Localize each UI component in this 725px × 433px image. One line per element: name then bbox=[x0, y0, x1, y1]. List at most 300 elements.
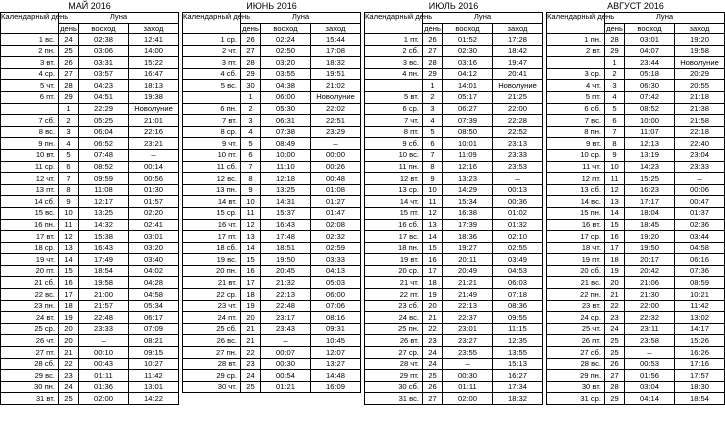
moon-calendar-table bbox=[182, 0, 361, 393]
lunar-day: 25 bbox=[59, 393, 79, 405]
moonrise-time: 20:45 bbox=[261, 265, 311, 277]
lunar-day: 26 bbox=[423, 34, 443, 46]
moonrise-time: 18:45 bbox=[625, 219, 675, 231]
table-row bbox=[183, 91, 361, 103]
calendar-day: 30 вт. bbox=[547, 381, 605, 393]
moonset-time: 07:06 bbox=[311, 300, 361, 312]
moonrise-time: 16:43 bbox=[79, 242, 129, 254]
lunar-day: 21 bbox=[423, 312, 443, 324]
moonrise-time: 22:13 bbox=[443, 300, 493, 312]
calendar-day: 14 сб. bbox=[1, 196, 59, 208]
moonset-time: 07:18 bbox=[493, 289, 543, 301]
calendar-day: 21 вт. bbox=[183, 277, 241, 289]
calendar-day: 4 чт. bbox=[547, 80, 605, 92]
lunar-day: 28 bbox=[241, 57, 261, 69]
moonset-time: 00:36 bbox=[493, 196, 543, 208]
calendar-day: 15 пн. bbox=[547, 207, 605, 219]
table-row bbox=[1, 277, 179, 289]
moonrise-time: 14:01 bbox=[443, 80, 493, 92]
lunar-day: 7 bbox=[423, 149, 443, 161]
moonrise-time: 06:27 bbox=[443, 103, 493, 115]
moonset-time: 04:58 bbox=[675, 242, 725, 254]
month-title: ИЮНЬ 2016 bbox=[183, 0, 361, 13]
moonrise-time: 02:24 bbox=[261, 34, 311, 46]
table-row bbox=[183, 184, 361, 196]
moonrise-time: 22:29 bbox=[79, 103, 129, 115]
moonset-header: заход bbox=[129, 24, 179, 34]
lunar-day: 11 bbox=[241, 207, 261, 219]
moonrise-time: 16:23 bbox=[625, 184, 675, 196]
lunar-day: 9 bbox=[423, 173, 443, 185]
lunar-day: 18 bbox=[241, 289, 261, 301]
table-row bbox=[183, 347, 361, 359]
moonset-time: 17:08 bbox=[311, 45, 361, 57]
table-row bbox=[183, 207, 361, 219]
moonrise-time: 19:50 bbox=[261, 254, 311, 266]
calendar-day: 23 чт. bbox=[183, 300, 241, 312]
moonrise-time: 23:33 bbox=[79, 323, 129, 335]
calendar-day: 21 вс. bbox=[547, 277, 605, 289]
calendar-day: 30 пн. bbox=[1, 381, 59, 393]
moonrise-time: 17:49 bbox=[79, 254, 129, 266]
moonrise-time: 06:31 bbox=[261, 115, 311, 127]
table-row bbox=[547, 335, 725, 347]
month-title: МАЙ 2016 bbox=[1, 0, 179, 13]
lunar-day: 16 bbox=[423, 254, 443, 266]
lunar-day: 20 bbox=[241, 312, 261, 324]
lunar-day: 7 bbox=[241, 161, 261, 173]
lunar-day: 28 bbox=[605, 34, 625, 46]
moonset-time: 13:01 bbox=[129, 381, 179, 393]
moonset-time: 00:13 bbox=[493, 184, 543, 196]
moonrise-time: 00:30 bbox=[261, 358, 311, 370]
moonrise-time: 02:00 bbox=[79, 393, 129, 405]
moonrise-time: 23:17 bbox=[261, 312, 311, 324]
calendar-day: 6 сб. bbox=[547, 103, 605, 115]
table-row bbox=[183, 265, 361, 277]
table-row bbox=[547, 115, 725, 127]
calendar-day: 10 вт. bbox=[1, 149, 59, 161]
moonrise-time: 18:36 bbox=[443, 231, 493, 243]
calendar-day: 31 ср. bbox=[547, 393, 605, 405]
lunar-day: 26 bbox=[59, 57, 79, 69]
moonrise-time: 03:16 bbox=[443, 57, 493, 69]
lunar-day: 20 bbox=[59, 335, 79, 347]
moonset-time: 21:38 bbox=[675, 103, 725, 115]
month-title: АВГУСТ 2016 bbox=[547, 0, 725, 13]
lunar-day: 3 bbox=[241, 115, 261, 127]
moonrise-time: 01:11 bbox=[79, 370, 129, 382]
lunar-day: 18 bbox=[423, 277, 443, 289]
moonset-time: 02:10 bbox=[493, 231, 543, 243]
moonset-time: 23:04 bbox=[675, 149, 725, 161]
table-row bbox=[1, 68, 179, 80]
moonrise-time: 12:13 bbox=[625, 138, 675, 150]
moonrise-time: 07:39 bbox=[443, 115, 493, 127]
table-row bbox=[1, 393, 179, 405]
moonset-time: 00:56 bbox=[129, 173, 179, 185]
calendar-day: 26 чт. bbox=[1, 335, 59, 347]
lunar-day: 8 bbox=[241, 173, 261, 185]
table-row bbox=[183, 312, 361, 324]
moonrise-time: – bbox=[79, 335, 129, 347]
calendar-day: 9 пн. bbox=[1, 138, 59, 150]
calendar-day-header: Календарный день bbox=[365, 13, 423, 34]
moonrise-time: 19:20 bbox=[625, 231, 675, 243]
moonset-time: 18:30 bbox=[675, 381, 725, 393]
table-row bbox=[365, 57, 543, 69]
moonset-time: 14:17 bbox=[675, 323, 725, 335]
lunar-day: 1 bbox=[59, 103, 79, 115]
lunar-day: 5 bbox=[241, 138, 261, 150]
lunar-day-header: день bbox=[606, 23, 623, 33]
moonrise-time: 06:52 bbox=[79, 138, 129, 150]
lunar-day: 10 bbox=[605, 161, 625, 173]
moonrise-time: 03:31 bbox=[79, 57, 129, 69]
lunar-day: 23 bbox=[423, 335, 443, 347]
moonset-time: 15:22 bbox=[129, 57, 179, 69]
moonrise-time: 01:36 bbox=[79, 381, 129, 393]
moonset-time: Новолуние bbox=[129, 103, 179, 115]
moonrise-time: 12:17 bbox=[79, 196, 129, 208]
moonrise-time: 15:38 bbox=[79, 231, 129, 243]
moonset-time: – bbox=[493, 173, 543, 185]
lunar-day: 9 bbox=[59, 196, 79, 208]
calendar-day: 11 сб. bbox=[183, 161, 241, 173]
lunar-day: 3 bbox=[423, 103, 443, 115]
moonrise-time: 02:50 bbox=[261, 45, 311, 57]
table-row bbox=[365, 184, 543, 196]
calendar-day: 16 вт. bbox=[547, 219, 605, 231]
moonrise-time: 07:42 bbox=[625, 91, 675, 103]
moonrise-time: 14:31 bbox=[261, 196, 311, 208]
moonrise-time: 06:04 bbox=[79, 126, 129, 138]
moonrise-time: 02:30 bbox=[443, 45, 493, 57]
moonrise-time: 23:58 bbox=[625, 335, 675, 347]
calendar-day: 10 вс. bbox=[365, 149, 423, 161]
table-row bbox=[1, 80, 179, 92]
table-row bbox=[547, 196, 725, 208]
calendar-day: 25 пн. bbox=[365, 323, 423, 335]
lunar-day: 14 bbox=[241, 242, 261, 254]
table-row bbox=[183, 335, 361, 347]
moonrise-time: 22:13 bbox=[261, 289, 311, 301]
moonset-time: 16:26 bbox=[675, 347, 725, 359]
moonrise-time: 00:10 bbox=[79, 347, 129, 359]
calendar-day: 22 пн. bbox=[547, 289, 605, 301]
moonset-time: 05:03 bbox=[311, 277, 361, 289]
moon-calendar-table bbox=[0, 0, 179, 405]
moonset-time: 02:32 bbox=[311, 231, 361, 243]
calendar-day: 26 пт. bbox=[547, 335, 605, 347]
table-row bbox=[547, 207, 725, 219]
calendar-day bbox=[547, 57, 605, 69]
moonset-time: 01:02 bbox=[493, 207, 543, 219]
moonset-time: 04:28 bbox=[129, 277, 179, 289]
moonrise-time: 17:39 bbox=[443, 219, 493, 231]
month-table bbox=[182, 0, 360, 433]
moonset-time: 12:07 bbox=[311, 347, 361, 359]
lunar-day: 22 bbox=[59, 358, 79, 370]
moonset-time: 18:42 bbox=[493, 45, 543, 57]
table-row bbox=[183, 34, 361, 46]
lunar-day: 15 bbox=[605, 219, 625, 231]
calendar-day: 5 пт. bbox=[547, 91, 605, 103]
table-row bbox=[547, 68, 725, 80]
moonset-time: Новолуние bbox=[311, 91, 361, 103]
moonrise-time: 23:55 bbox=[443, 347, 493, 359]
table-row bbox=[365, 347, 543, 359]
table-row bbox=[365, 161, 543, 173]
calendar-day: 30 чт. bbox=[183, 381, 241, 393]
moon-header: Луна bbox=[59, 13, 179, 24]
calendar-day: 28 вт. bbox=[183, 358, 241, 370]
moonrise-time: 21:32 bbox=[261, 277, 311, 289]
calendar-day-header: Календарный день bbox=[1, 13, 59, 34]
lunar-day: 19 bbox=[241, 300, 261, 312]
table-row bbox=[547, 347, 725, 359]
calendar-day: 25 чт. bbox=[547, 323, 605, 335]
calendar-day: 2 чт. bbox=[183, 45, 241, 57]
calendar-day: 24 вс. bbox=[365, 312, 423, 324]
moonset-time: 22:40 bbox=[675, 138, 725, 150]
moonrise-time: 21:21 bbox=[443, 277, 493, 289]
lunar-day: 23 bbox=[241, 358, 261, 370]
calendar-day: 8 вс. bbox=[1, 126, 59, 138]
moonset-time: 00:26 bbox=[311, 161, 361, 173]
table-row bbox=[1, 103, 179, 115]
moonset-time: 15:44 bbox=[311, 34, 361, 46]
moonrise-time: 14:23 bbox=[625, 161, 675, 173]
lunar-day: 20 bbox=[423, 300, 443, 312]
moonrise-time: 23:11 bbox=[625, 323, 675, 335]
calendar-day: 18 чт. bbox=[547, 242, 605, 254]
lunar-day: 14 bbox=[423, 231, 443, 243]
calendar-day: 20 пт. bbox=[1, 265, 59, 277]
calendar-day: 11 ср. bbox=[1, 161, 59, 173]
moonrise-time: 02:00 bbox=[443, 393, 493, 405]
moonset-time: 08:36 bbox=[493, 300, 543, 312]
calendar-day bbox=[183, 91, 241, 103]
table-row bbox=[1, 265, 179, 277]
calendar-day: 20 ср. bbox=[365, 265, 423, 277]
moonrise-time: 03:20 bbox=[261, 57, 311, 69]
calendar-day: 25 сб. bbox=[183, 323, 241, 335]
lunar-day: 2 bbox=[241, 103, 261, 115]
table-row bbox=[1, 138, 179, 150]
table-row bbox=[547, 277, 725, 289]
calendar-day: 4 сб. bbox=[183, 68, 241, 80]
lunar-day: 27 bbox=[241, 45, 261, 57]
moonrise-time: 10:00 bbox=[625, 115, 675, 127]
moonset-time: 04:53 bbox=[493, 265, 543, 277]
table-row bbox=[547, 265, 725, 277]
lunar-day-header: день bbox=[242, 23, 259, 33]
moonrise-time: 04:12 bbox=[443, 68, 493, 80]
lunar-day: 4 bbox=[59, 138, 79, 150]
table-row bbox=[1, 312, 179, 324]
table-row bbox=[183, 219, 361, 231]
moonrise-time: 01:52 bbox=[443, 34, 493, 46]
lunar-day: 27 bbox=[605, 370, 625, 382]
table-row bbox=[365, 103, 543, 115]
moonset-time: 21:58 bbox=[675, 115, 725, 127]
calendar-day: 23 пн. bbox=[1, 300, 59, 312]
calendar-day: 13 пт. bbox=[1, 184, 59, 196]
lunar-day: 9 bbox=[241, 184, 261, 196]
table-row bbox=[1, 57, 179, 69]
table-row bbox=[365, 219, 543, 231]
table-row bbox=[547, 231, 725, 243]
moonset-time: 15:26 bbox=[675, 335, 725, 347]
lunar-day: 13 bbox=[605, 196, 625, 208]
moonset-time: 00:14 bbox=[129, 161, 179, 173]
calendar-day: 1 ср. bbox=[183, 34, 241, 46]
calendar-day: 11 пн. bbox=[365, 161, 423, 173]
calendar-day: 3 вс. bbox=[365, 57, 423, 69]
calendar-day: 23 сб. bbox=[365, 300, 423, 312]
lunar-day: 12 bbox=[59, 231, 79, 243]
lunar-day: 17 bbox=[241, 277, 261, 289]
table-row bbox=[547, 103, 725, 115]
calendar-day: 6 пн. bbox=[183, 103, 241, 115]
table-row bbox=[1, 207, 179, 219]
moon-calendar-table bbox=[364, 0, 543, 405]
calendar-day: 22 ср. bbox=[183, 289, 241, 301]
moonrise-time: 00:53 bbox=[625, 358, 675, 370]
moonset-time: 09:31 bbox=[311, 323, 361, 335]
table-row bbox=[547, 300, 725, 312]
moonrise-time: 04:07 bbox=[625, 45, 675, 57]
lunar-day: 24 bbox=[423, 358, 443, 370]
moonset-time: 01:08 bbox=[311, 184, 361, 196]
moonrise-time: 15:34 bbox=[443, 196, 493, 208]
moonset-time: 19:20 bbox=[675, 34, 725, 46]
table-row bbox=[365, 173, 543, 185]
moonset-time: 20:29 bbox=[675, 68, 725, 80]
table-row bbox=[1, 254, 179, 266]
lunar-day: 8 bbox=[423, 161, 443, 173]
table-row bbox=[183, 289, 361, 301]
moonrise-time: 11:08 bbox=[79, 184, 129, 196]
moonrise-time: 00:30 bbox=[443, 370, 493, 382]
table-row bbox=[183, 231, 361, 243]
calendar-day: 9 чт. bbox=[183, 138, 241, 150]
lunar-day: 25 bbox=[241, 381, 261, 393]
calendar-day: 17 вс. bbox=[365, 231, 423, 243]
moonset-time: 18:32 bbox=[493, 393, 543, 405]
lunar-day: 24 bbox=[59, 34, 79, 46]
lunar-day: 1 bbox=[605, 57, 625, 69]
lunar-day: 15 bbox=[423, 242, 443, 254]
table-row bbox=[1, 381, 179, 393]
moonset-time: 03:40 bbox=[129, 254, 179, 266]
calendar-day: 1 пн. bbox=[547, 34, 605, 46]
moonset-time: 02:41 bbox=[129, 219, 179, 231]
moonrise-time: 16:38 bbox=[443, 207, 493, 219]
calendar-day: 22 пт. bbox=[365, 289, 423, 301]
table-row bbox=[547, 161, 725, 173]
calendar-day: 31 вс. bbox=[365, 393, 423, 405]
lunar-day: 29 bbox=[423, 68, 443, 80]
calendar-day: 1 вс. bbox=[1, 34, 59, 46]
moonrise-time: 17:48 bbox=[261, 231, 311, 243]
moonrise-time: 20:49 bbox=[443, 265, 493, 277]
table-row bbox=[547, 323, 725, 335]
calendar-day: 13 сб. bbox=[547, 184, 605, 196]
lunar-day: 29 bbox=[59, 91, 79, 103]
moonset-time: 22:28 bbox=[493, 115, 543, 127]
moonrise-time: 03:01 bbox=[625, 34, 675, 46]
calendar-day: 3 вт. bbox=[1, 57, 59, 69]
table-row bbox=[547, 149, 725, 161]
moonset-time: 09:15 bbox=[129, 347, 179, 359]
lunar-day: 28 bbox=[59, 80, 79, 92]
lunar-day: 23 bbox=[605, 312, 625, 324]
moonrise-time: 21:30 bbox=[625, 289, 675, 301]
lunar-day: 7 bbox=[59, 173, 79, 185]
month-rows bbox=[365, 34, 543, 405]
moonrise-time: 07:38 bbox=[261, 126, 311, 138]
calendar-day: 17 ср. bbox=[547, 231, 605, 243]
calendar-day: 14 вс. bbox=[547, 196, 605, 208]
moonrise-time: 23:27 bbox=[443, 335, 493, 347]
lunar-day: 10 bbox=[423, 184, 443, 196]
table-row bbox=[183, 103, 361, 115]
table-row bbox=[547, 370, 725, 382]
moonset-time: 03:49 bbox=[493, 254, 543, 266]
moonset-time: 08:21 bbox=[129, 335, 179, 347]
calendar-day: 28 чт. bbox=[365, 358, 423, 370]
moonset-header: заход bbox=[311, 24, 361, 34]
table-row bbox=[547, 80, 725, 92]
calendar-day bbox=[365, 80, 423, 92]
moonset-time: 18:13 bbox=[129, 80, 179, 92]
moonrise-time: 03:55 bbox=[261, 68, 311, 80]
moonset-time: 14:48 bbox=[311, 370, 361, 382]
moonset-time: – bbox=[129, 149, 179, 161]
lunar-day: 13 bbox=[423, 219, 443, 231]
moonset-time: 21:02 bbox=[311, 80, 361, 92]
calendar-day: 13 пн. bbox=[183, 184, 241, 196]
lunar-day: 4 bbox=[423, 115, 443, 127]
table-row bbox=[1, 358, 179, 370]
calendar-day: 29 пн. bbox=[547, 370, 605, 382]
calendar-day: 1 пт. bbox=[365, 34, 423, 46]
lunar-day: 5 bbox=[423, 126, 443, 138]
lunar-day: 11 bbox=[605, 173, 625, 185]
table-row bbox=[365, 242, 543, 254]
moonrise-time: 06:00 bbox=[261, 91, 311, 103]
moonrise-time: 20:42 bbox=[625, 265, 675, 277]
calendar-day: 24 ср. bbox=[547, 312, 605, 324]
table-row bbox=[547, 358, 725, 370]
moonrise-time: 20:11 bbox=[443, 254, 493, 266]
table-row bbox=[183, 161, 361, 173]
calendar-day: 26 вс. bbox=[183, 335, 241, 347]
calendar-day: 26 вт. bbox=[365, 335, 423, 347]
calendar-day: 4 ср. bbox=[1, 68, 59, 80]
table-row bbox=[1, 289, 179, 301]
calendar-day: 2 пн. bbox=[1, 45, 59, 57]
calendar-day: 15 вс. bbox=[1, 207, 59, 219]
moonset-time: 16:47 bbox=[129, 68, 179, 80]
moonset-time: – bbox=[675, 173, 725, 185]
moonset-time: Новолуние bbox=[675, 57, 725, 69]
calendar-day: 29 вс. bbox=[1, 370, 59, 382]
calendar-day: 28 сб. bbox=[1, 358, 59, 370]
lunar-day: 11 bbox=[59, 219, 79, 231]
